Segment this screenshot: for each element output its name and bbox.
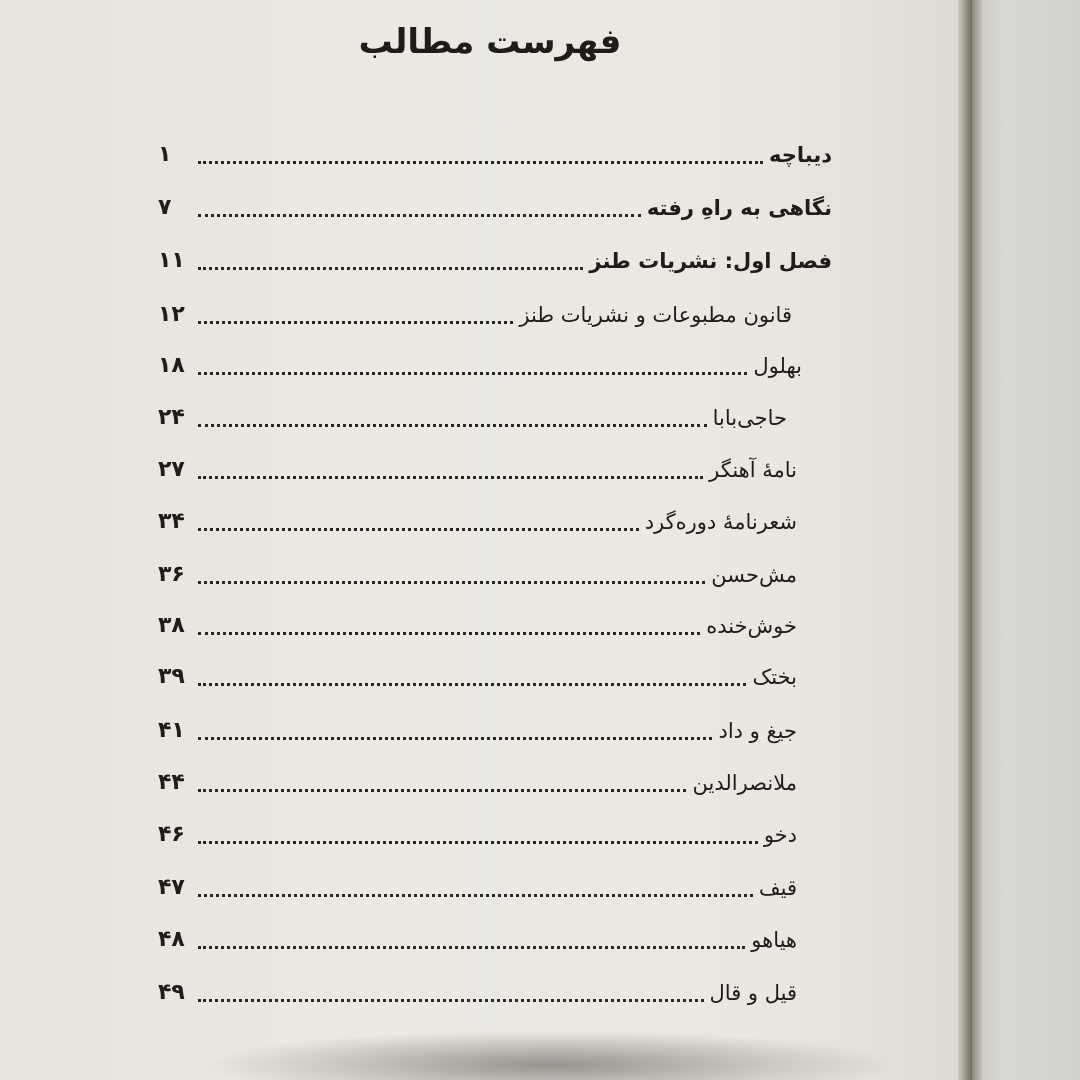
toc-entry-title: دخو	[763, 823, 797, 847]
dot-leader	[198, 161, 763, 164]
toc-entry-title: مش‌حسن	[711, 563, 797, 587]
dot-leader	[198, 321, 513, 324]
toc-entry	[158, 290, 792, 330]
toc-entry	[158, 863, 797, 903]
dot-leader	[198, 737, 712, 740]
toc-entry-page-number: ۱۱	[158, 248, 185, 273]
toc-entry-title: حاجی‌بابا	[712, 406, 787, 430]
toc-entry	[158, 236, 832, 276]
dot-leader	[198, 999, 704, 1002]
toc-entry-title: بهلول	[753, 354, 802, 378]
toc-entry-page-number: ۱۸	[158, 353, 185, 378]
toc-entry-title: ملانصرالدین	[692, 771, 797, 795]
toc-entry-title: جیغ و داد	[718, 719, 797, 743]
dot-leader	[198, 841, 758, 844]
toc-entry-page-number: ۳۹	[158, 664, 185, 689]
toc-entry-title: شعرنامهٔ دوره‌گرد	[644, 510, 797, 534]
toc-entry-page-number: ۷	[158, 195, 172, 220]
toc-entry-title: قانون مطبوعات و نشریات طنز	[519, 303, 792, 327]
toc-entry-title: قیف	[758, 876, 797, 900]
toc-entry	[158, 652, 797, 692]
toc-entry-title: نگاهی به راهِ رفته	[646, 196, 832, 220]
toc-entry	[158, 183, 832, 223]
toc-entry	[158, 810, 797, 850]
dot-leader	[198, 894, 753, 897]
toc-entry-page-number: ۲۷	[158, 457, 185, 482]
dot-leader	[198, 372, 747, 375]
dot-leader	[198, 683, 746, 686]
toc-entry-page-number: ۱	[158, 142, 172, 167]
toc-entry-page-number: ۴۱	[158, 718, 185, 743]
toc-entry-title: فصل اول: نشریات طنز	[589, 249, 832, 273]
toc-entry-page-number: ۳۶	[158, 562, 185, 587]
toc-entry	[158, 341, 802, 381]
toc-entry-title: قیل و قال	[709, 981, 797, 1005]
toc-entry-page-number: ۴۴	[158, 770, 185, 795]
toc-entry	[158, 915, 797, 955]
dot-leader	[198, 424, 707, 427]
dot-leader	[198, 789, 686, 792]
toc-entry	[158, 445, 797, 485]
toc-entry-title: نامهٔ آهنگر	[709, 458, 797, 482]
toc-entry	[158, 601, 797, 641]
toc-entry-page-number: ۳۴	[158, 509, 185, 534]
dot-leader	[198, 214, 641, 217]
toc-entry-page-number: ۴۷	[158, 875, 185, 900]
toc-entry-page-number: ۴۶	[158, 822, 185, 847]
toc-entry-title: هیاهو	[751, 928, 797, 952]
toc-entry-page-number: ۴۹	[158, 980, 185, 1005]
toc-entry-page-number: ۳۸	[158, 613, 185, 638]
page-title: فهرست مطالب	[358, 22, 622, 62]
toc-entry	[158, 497, 797, 537]
dot-leader	[198, 267, 583, 270]
toc-entry-page-number: ۱۲	[158, 302, 185, 327]
toc-entry-page-number: ۲۴	[158, 405, 185, 430]
shadow	[200, 1030, 900, 1080]
facing-page	[972, 0, 1080, 1080]
toc-entry	[158, 706, 797, 746]
toc-entry	[158, 130, 832, 170]
toc-entry	[158, 758, 797, 798]
toc-entry	[158, 968, 797, 1008]
toc-entry-title: بختک	[752, 665, 797, 689]
dot-leader	[198, 476, 703, 479]
toc-entry-title: دیباچه	[769, 143, 832, 167]
dot-leader	[198, 528, 639, 531]
toc-entry-title: خوش‌خنده	[706, 614, 797, 638]
dot-leader	[198, 632, 700, 635]
book-gutter	[972, 0, 982, 1080]
toc-entry-page-number: ۴۸	[158, 927, 185, 952]
page-edge	[958, 0, 972, 1080]
dot-leader	[198, 581, 705, 584]
dot-leader	[198, 946, 745, 949]
toc-entry	[158, 550, 797, 590]
toc-entry	[158, 393, 787, 433]
